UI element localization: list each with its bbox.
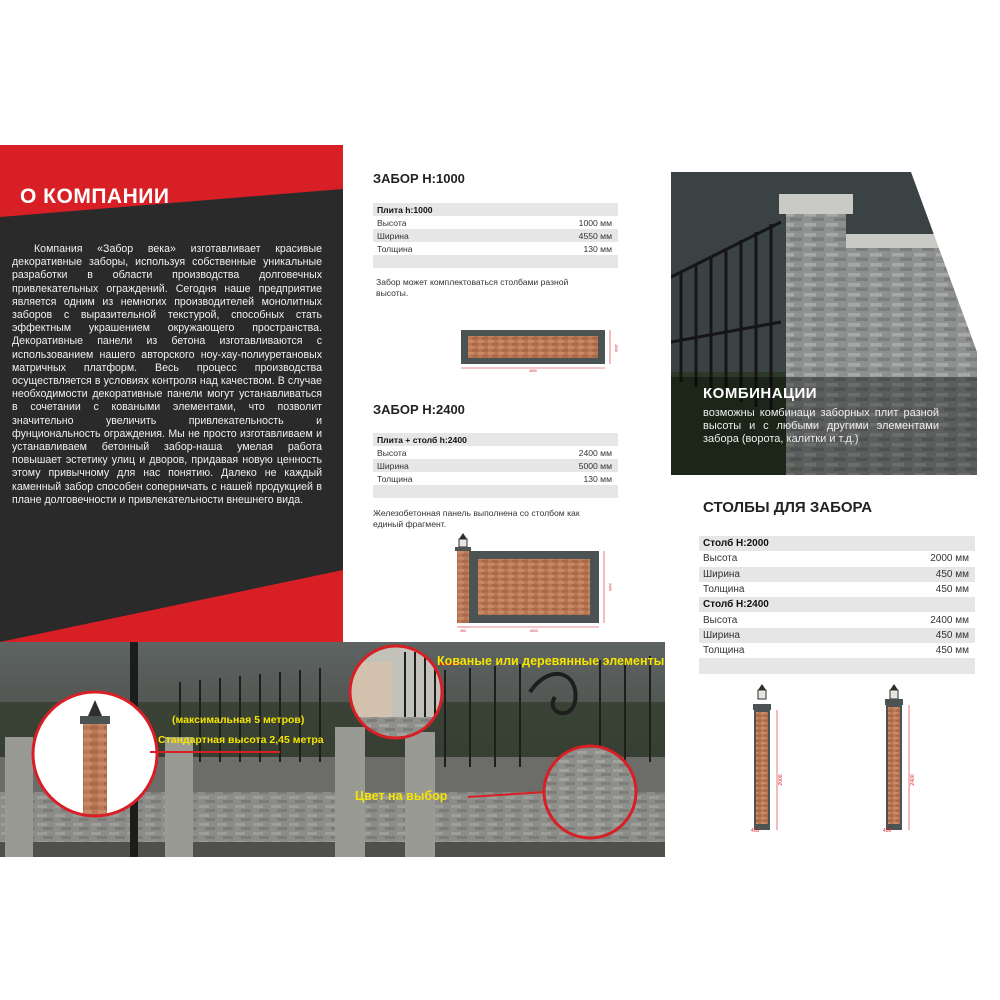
table-row [699, 658, 975, 673]
fence-photo [0, 642, 665, 857]
dim-height: 2400 [608, 583, 612, 591]
fence2400-note: Железобетонная панель выполнена со столбом как единый фрагмент. [373, 508, 580, 529]
table-head: Столб Н:2400 [699, 597, 975, 612]
posts-title: СТОЛБЫ ДЛЯ ЗАБОРА [703, 499, 873, 516]
post2-width: 450 [883, 828, 892, 832]
fence1000-table [373, 203, 618, 268]
table-row: Ширина 4550 мм [373, 229, 618, 242]
table-head: Плита + столб h:2400 [373, 433, 618, 446]
table-head: Столб Н:2000 [699, 536, 975, 551]
fence-photo-strip [0, 642, 665, 857]
table-row [373, 255, 618, 268]
table-row: Толщина 450 мм [703, 584, 969, 596]
post2-height: 2400 [910, 774, 916, 786]
combinations-and-posts-column [665, 145, 1000, 857]
table-row: Высота 2400 мм [703, 614, 969, 626]
combinations-text: возможны комбинаци заборных плит разной высоты и с любыми другими элементами забора (ворота, калитки и т.д.) [703, 407, 939, 445]
fence1000-title: ЗАБОР Н:1000 [373, 171, 465, 186]
table-row: Толщина 130 мм [377, 473, 612, 484]
table-row: Ширина 450 мм [699, 628, 975, 643]
standard-height-label: Стандартная высота 2,45 метра [158, 734, 324, 746]
combinations-title: КОМБИНАЦИИ [703, 385, 818, 402]
post1-height: 2000 [778, 774, 784, 786]
dim-width: 5000 [530, 629, 538, 633]
red-tail [0, 560, 343, 642]
fence1000-drawing [458, 328, 618, 373]
table-row: Ширина 5000 мм [373, 459, 618, 472]
max-height-label: (максимальная 5 метров) [172, 714, 305, 726]
about-title: О КОМПАНИИ [20, 185, 170, 208]
table-head: Плита h:1000 [373, 203, 618, 216]
post1-width: 450 [751, 828, 760, 832]
fence-specs-column [343, 145, 665, 642]
fence2400-drawing [448, 533, 618, 633]
forged-elements-label: Кованые или деревянные элементы [437, 654, 665, 668]
fence2400-table [373, 433, 618, 498]
fence1000-note: Забор может комплектоваться столбами разной высоты. [376, 277, 569, 298]
table-row [373, 485, 618, 498]
table-row: Высота 1000 мм [377, 217, 612, 228]
color-choice-label: Цвет на выбор [355, 789, 448, 803]
about-panel [0, 145, 343, 642]
table-row: Высота 2400 мм [377, 447, 612, 458]
table-row: Толщина 130 мм [377, 243, 612, 254]
table-row: Толщина 450 мм [703, 645, 969, 657]
post-2000-drawing [745, 682, 805, 832]
about-text: Компания «Забор века» изготавливает красивые декоративные заборы, используя собственные уникальные разработки в области производства долговечных привлекательных ограждений. Сегодня наше предприятие является одним из немногих производителей монолитных заборов с выразительной текстурой, способных стать эффектным украшением окружающего пространства. Декоративные панели из бетона изготавливаются с использованием нашего авторского ноу-хау-полиуретановых матричных платформ. Весь процесс производства осуществляется в условиях контроля над качеством. В случае необходимости декоративные панели могут устанавливаться в сочетании с коваными элементами, что позволит значительно увеличить привлекательность и фунциональность ограждения. Мы не просто изготавливаем и устанавливаем бетонный забор-наша умелая работа повышает эстетику улиц и дворов, придавая новую ценность этому привычному для нас понятию. Далеко не каждый каменный забор способен соперничать с нашей продукцией в плане долговечности и привлекательности внешнего вида. [12, 243, 322, 506]
table-row: Ширина 450 мм [699, 567, 975, 582]
dim-post: 450 [460, 629, 466, 633]
brochure-spread [0, 145, 1000, 857]
posts-table [699, 536, 975, 674]
fence2400-title: ЗАБОР Н:2400 [373, 402, 465, 417]
dim-width: 4550 [529, 369, 537, 373]
post-2400-drawing [877, 682, 937, 832]
table-row: Высота 2000 мм [703, 553, 969, 565]
dim-height: 1000 [614, 344, 618, 352]
